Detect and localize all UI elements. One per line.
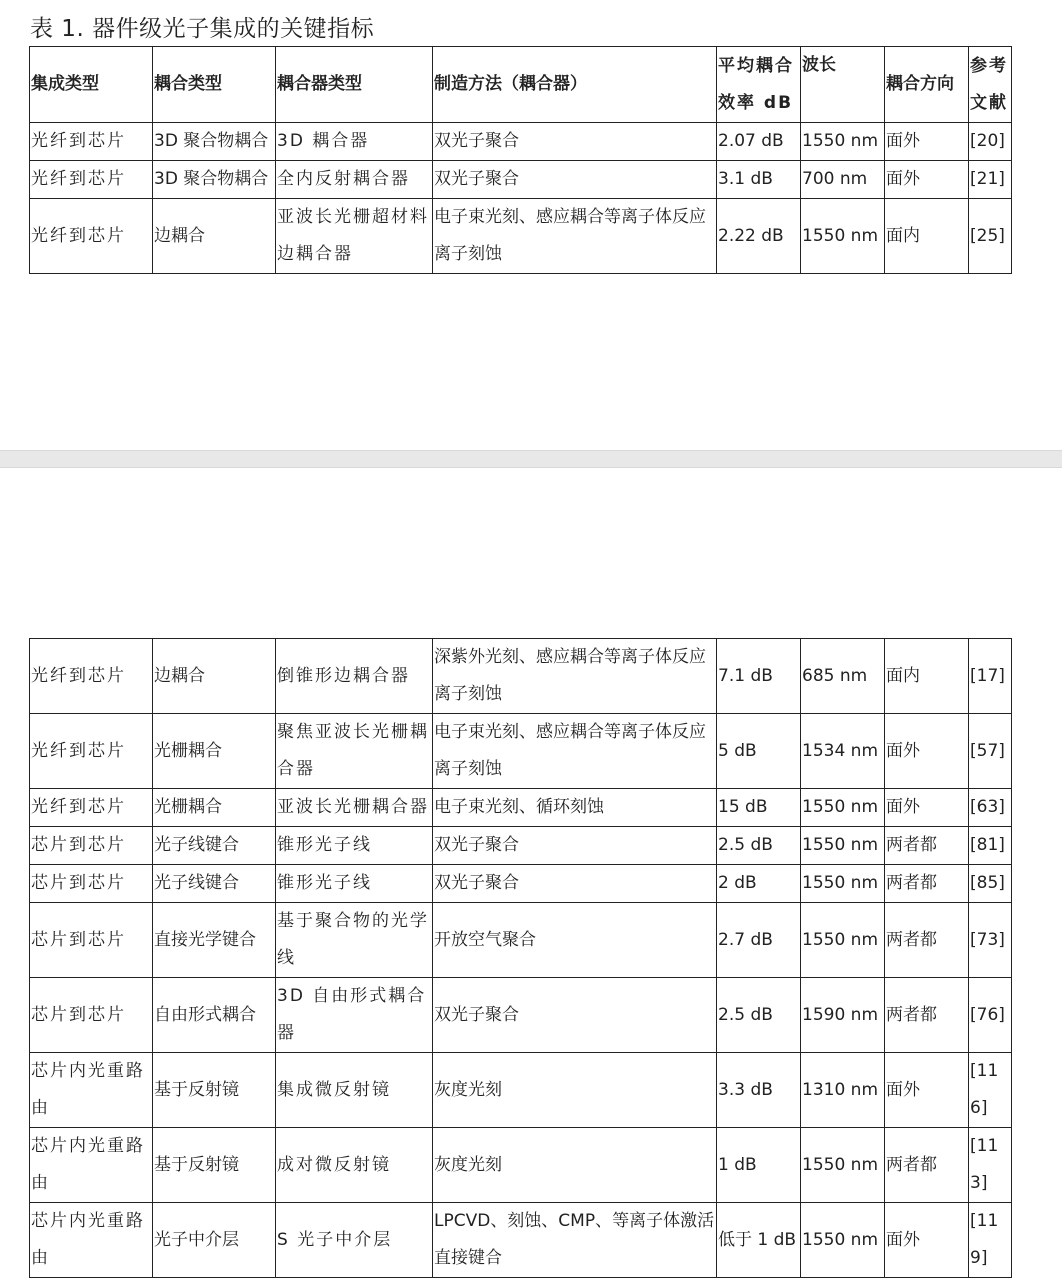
table-row [30,865,1012,903]
table-cell: 芯片到芯片 [30,978,153,1053]
table-cell: 光子线键合 [153,827,276,865]
table-cell: [119] [969,1203,1012,1278]
table-cell: 光纤到芯片 [30,639,153,714]
table-cell: 电子束光刻、感应耦合等离子体反应离子刻蚀 [433,199,717,274]
table-cell: [116] [969,1053,1012,1128]
table-cell: 光子线键合 [153,865,276,903]
table-cell: 700 nm [801,161,885,199]
table-cell: 光纤到芯片 [30,714,153,789]
table-caption: 表 1. 器件级光子集成的关键指标 [30,16,375,42]
table-cell: 光纤到芯片 [30,199,153,274]
table-row [30,1053,1012,1128]
table-cell: [73] [969,903,1012,978]
header-cell: 参考文献 [969,47,1012,123]
table-cell: 光栅耦合 [153,789,276,827]
metrics-table-part-1 [29,46,1012,274]
table-cell: 双光子聚合 [433,865,717,903]
table-cell: 聚焦亚波长光栅耦合器 [276,714,433,789]
table-cell: 面内 [885,639,969,714]
table-cell: 面外 [885,1203,969,1278]
table-cell: 芯片内光重路由 [30,1053,153,1128]
table-row [30,639,1012,714]
table-cell: 深紫外光刻、感应耦合等离子体反应离子刻蚀 [433,639,717,714]
document-page-1 [0,0,1062,450]
table-cell: 面外 [885,123,969,161]
table-cell: 基于反射镜 [153,1128,276,1203]
table-cell: 1550 nm [801,789,885,827]
table-cell: 灰度光刻 [433,1053,717,1128]
table-row [30,161,1012,199]
table-cell: 低于 1 dB [717,1203,801,1278]
table-cell: 面外 [885,1053,969,1128]
table-cell: 两者都 [885,978,969,1053]
table-cell: 1534 nm [801,714,885,789]
table-cell: 光栅耦合 [153,714,276,789]
table-cell: 全内反射耦合器 [276,161,433,199]
table-cell: 倒锥形边耦合器 [276,639,433,714]
table-cell: 2.07 dB [717,123,801,161]
table-cell: 1310 nm [801,1053,885,1128]
table-body-page-2 [30,639,1012,1278]
table-cell: 芯片到芯片 [30,903,153,978]
table-cell: 1 dB [717,1128,801,1203]
table-row [30,978,1012,1053]
table-cell: 边耦合 [153,639,276,714]
table-cell: 面外 [885,161,969,199]
table-cell: 锥形光子线 [276,827,433,865]
table-cell: 两者都 [885,865,969,903]
table-cell: 芯片到芯片 [30,865,153,903]
document-page-2 [0,468,1062,1270]
table-cell: 开放空气聚合 [433,903,717,978]
table-cell: [20] [969,123,1012,161]
table-cell: [81] [969,827,1012,865]
table-cell: 基于反射镜 [153,1053,276,1128]
table-cell: 面内 [885,199,969,274]
table-cell: 面外 [885,714,969,789]
table-row [30,1203,1012,1278]
table-cell: 7.1 dB [717,639,801,714]
table-cell: 芯片内光重路由 [30,1203,153,1278]
table-cell: 自由形式耦合 [153,978,276,1053]
table-cell: 光纤到芯片 [30,161,153,199]
table-row [30,789,1012,827]
table-cell: 电子束光刻、循环刻蚀 [433,789,717,827]
table-cell: 1550 nm [801,903,885,978]
table-cell: [76] [969,978,1012,1053]
table-cell: 电子束光刻、感应耦合等离子体反应离子刻蚀 [433,714,717,789]
table-cell: 两者都 [885,903,969,978]
table-cell: 3.3 dB [717,1053,801,1128]
header-cell: 耦合方向 [885,47,969,123]
table-cell: 亚波长光栅超材料边耦合器 [276,199,433,274]
table-cell: 面外 [885,789,969,827]
table-cell: [85] [969,865,1012,903]
table-cell: 1550 nm [801,1203,885,1278]
table-cell: 3.1 dB [717,161,801,199]
table-cell: [113] [969,1128,1012,1203]
table-cell: 1550 nm [801,865,885,903]
table-cell: LPCVD、刻蚀、CMP、等离子体激活直接键合 [433,1203,717,1278]
table-cell: 3D 耦合器 [276,123,433,161]
table-cell: 3D 聚合物耦合 [153,161,276,199]
table-cell: 5 dB [717,714,801,789]
header-cell: 平均耦合效率 dB [717,47,801,123]
table-cell: 685 nm [801,639,885,714]
header-cell: 制造方法（耦合器） [433,47,717,123]
table-cell: 1590 nm [801,978,885,1053]
table-cell: 15 dB [717,789,801,827]
table-cell: [63] [969,789,1012,827]
table-cell: 芯片内光重路由 [30,1128,153,1203]
table-cell: 2.22 dB [717,199,801,274]
table-cell: 锥形光子线 [276,865,433,903]
table-cell: 芯片到芯片 [30,827,153,865]
table-cell: 光纤到芯片 [30,123,153,161]
table-cell: [21] [969,161,1012,199]
table-cell: 集成微反射镜 [276,1053,433,1128]
table-cell: 基于聚合物的光学线 [276,903,433,978]
table-cell: 双光子聚合 [433,123,717,161]
header-cell: 耦合类型 [153,47,276,123]
table-cell: 直接光学键合 [153,903,276,978]
page-separator [0,450,1062,468]
table-row [30,827,1012,865]
table-cell: 3D 聚合物耦合 [153,123,276,161]
table-cell: 两者都 [885,827,969,865]
table-cell: 1550 nm [801,123,885,161]
table-header-row [30,47,1012,123]
table-cell: 两者都 [885,1128,969,1203]
table-cell: S 光子中介层 [276,1203,433,1278]
table-row [30,903,1012,978]
metrics-table-part-2 [29,638,1012,1278]
table-cell: 边耦合 [153,199,276,274]
table-cell: 1550 nm [801,827,885,865]
header-cell: 波长 [801,47,885,123]
table-cell: 2 dB [717,865,801,903]
table-body-page-1 [30,123,1012,274]
table-row [30,1128,1012,1203]
table-cell: 灰度光刻 [433,1128,717,1203]
header-cell: 耦合器类型 [276,47,433,123]
table-cell: 亚波长光栅耦合器 [276,789,433,827]
header-cell: 集成类型 [30,47,153,123]
table-row [30,199,1012,274]
table-cell: 2.5 dB [717,978,801,1053]
table-cell: 1550 nm [801,1128,885,1203]
table-cell: 成对微反射镜 [276,1128,433,1203]
table-cell: 光纤到芯片 [30,789,153,827]
table-cell: 2.5 dB [717,827,801,865]
table-cell: [57] [969,714,1012,789]
table-cell: [17] [969,639,1012,714]
table-cell: 双光子聚合 [433,978,717,1053]
table-cell: 光子中介层 [153,1203,276,1278]
table-cell: 双光子聚合 [433,827,717,865]
table-row [30,714,1012,789]
table-cell: 1550 nm [801,199,885,274]
table-cell: 双光子聚合 [433,161,717,199]
table-cell: 3D 自由形式耦合器 [276,978,433,1053]
table-row [30,123,1012,161]
table-cell: 2.7 dB [717,903,801,978]
table-cell: [25] [969,199,1012,274]
